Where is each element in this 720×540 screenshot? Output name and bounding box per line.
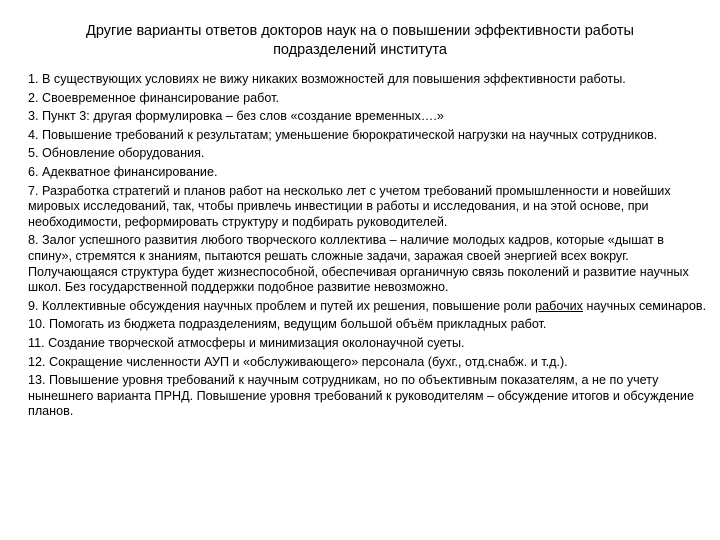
list-item-text: 9. Коллективные обсуждения научных проблем и путей их решения, повышение роли	[28, 298, 536, 313]
list-item: 12. Сокращение численности АУП и «обслуживающего» персонала (бухг., отд.снабж. и т.д.).	[28, 354, 568, 369]
list-item: 1. В существующих условиях не вижу никаких возможностей для повышения эффективности работы.	[28, 72, 626, 86]
slide-title: Другие варианты ответов докторов наук на о повышении эффективности работы подразделений института	[86, 23, 634, 58]
list-item: 8. Залог успешного развития любого творческого коллектива – наличие молодых кадров, которые «дышат в спину», стремятся к знаниям, пытаются решать сложные задачи, заражая своей энергией всех вокруг. Получающаяся структура будет жизнеспособной, обеспечивая органичную связь поколений и развитие научных школ. Без государственной поддержки подобное развитие невозможно.	[28, 233, 689, 295]
answer-list	[28, 72, 708, 423]
list-item: 3. Пункт 3: другая формулировка – без слов «создание временных….»	[28, 109, 444, 124]
list-item: 13. Повышение уровня требований к научным сотрудникам, но по объективным показателям, а не по учету нынешнего варианта ПРНД. Повышение уровня требований к руководителям – обсуждение итогов и обсуждение планов.	[28, 373, 694, 419]
underlined-word: рабочих	[535, 298, 583, 313]
list-item: 11. Создание творческой атмосферы и минимизация околонаучной суеты.	[28, 335, 465, 350]
list-item: 5. Обновление оборудования.	[28, 146, 205, 161]
list-item	[28, 299, 708, 315]
list-item: 2. Своевременное финансирование работ.	[28, 90, 279, 105]
list-item: 4. Повышение требований к результатам; уменьшение бюрократической нагрузки на научных сотрудников.	[28, 127, 658, 142]
list-item: 10. Помогать из бюджета подразделениям, ведущим большой объём прикладных работ.	[28, 317, 547, 332]
list-item: 7. Разработка стратегий и планов работ на несколько лет с учетом требований промышленности и новейших мировых исследований, так, чтобы привлечь инвестиции в работы и исследования, и на этой основе, при необходимости, реформировать структуру и подбирать руководителей.	[28, 183, 671, 229]
list-item: 6. Адекватное финансирование.	[28, 164, 218, 179]
list-item-text: научных семинаров.	[582, 298, 707, 313]
